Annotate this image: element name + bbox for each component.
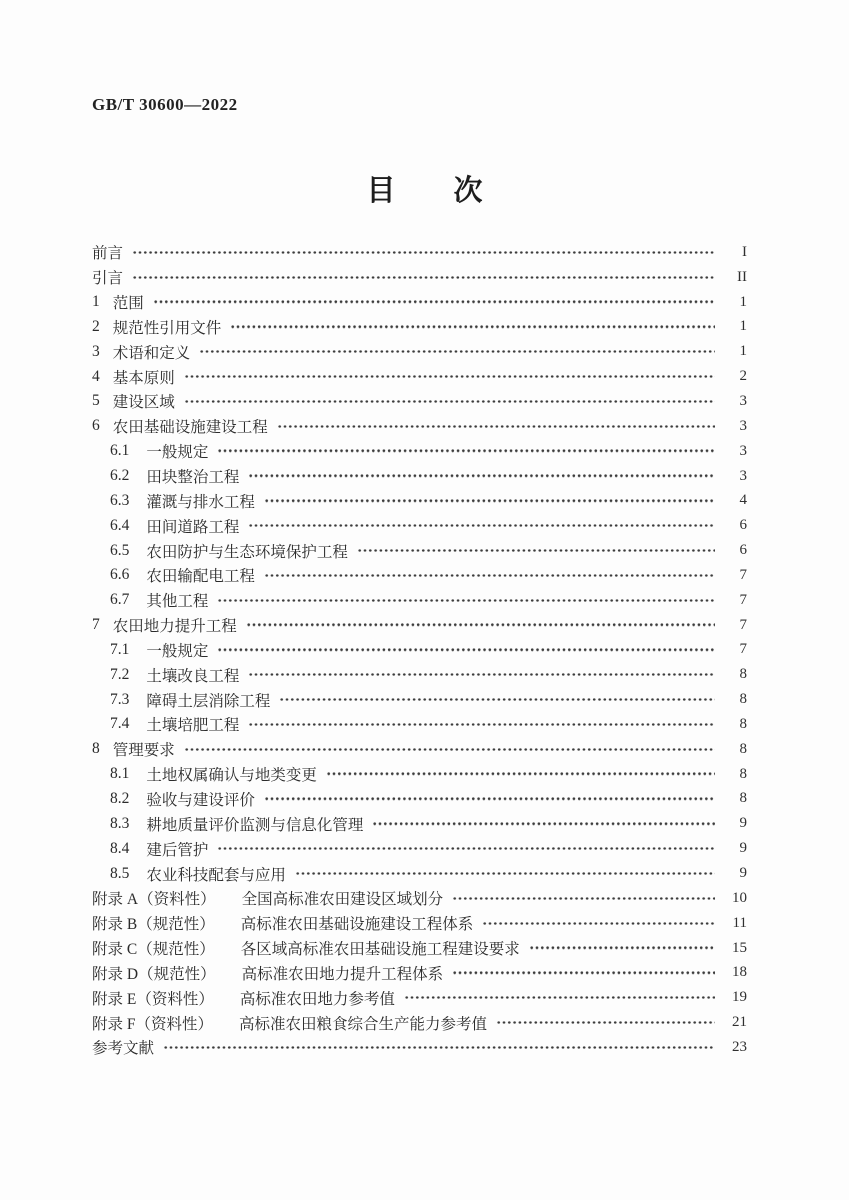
toc-entry (92, 389, 747, 414)
toc-entry (92, 1010, 747, 1035)
toc-entry-title: 全国高标准农田建设区域划分 (241, 891, 444, 909)
dot-leader (278, 425, 715, 428)
toc-entry-title: 验收与建设评价 (146, 791, 255, 809)
toc-entry (92, 265, 747, 290)
toc-entry-number: 3 (92, 342, 100, 360)
dot-leader (280, 698, 715, 701)
toc-entry-title: 引言 (92, 270, 124, 288)
toc-entry-number: 6.2 (110, 467, 130, 485)
toc-entry-title: 高标准农田地力提升工程体系 (241, 965, 444, 983)
toc-entry-title: 农业科技配套与应用 (146, 866, 286, 884)
toc-entry-page: 23 (732, 1038, 747, 1055)
toc-entry (92, 240, 747, 265)
toc-entry (92, 563, 747, 588)
toc-entry (92, 911, 747, 936)
toc-entry-number: 6 (92, 417, 100, 435)
dot-leader (358, 549, 715, 552)
toc-entry-page: 8 (739, 790, 747, 807)
dot-leader (185, 748, 715, 751)
toc-entry-title: 田间道路工程 (146, 518, 240, 536)
toc-entry-page: 8 (739, 765, 747, 782)
dot-leader (133, 251, 715, 254)
toc-entry-number: 7 (92, 616, 100, 634)
toc-entry (92, 886, 747, 911)
toc-entry (92, 315, 747, 340)
toc-entry-number: 6.6 (110, 566, 130, 584)
toc-entry-title: 田块整治工程 (146, 469, 240, 487)
toc-entry (92, 787, 747, 812)
toc-entry-title: 建设区域 (112, 394, 175, 412)
toc-entry (92, 414, 747, 439)
dot-leader (249, 524, 715, 527)
dot-leader (296, 872, 715, 875)
toc-entry-title: 各区域高标准农田基础设施工程建设要求 (240, 941, 520, 959)
dot-leader (247, 623, 715, 626)
toc-entry-page: 7 (739, 616, 747, 633)
toc-entry-page: 8 (739, 691, 747, 708)
toc-entry (92, 762, 747, 787)
toc-entry-page: 1 (739, 318, 747, 335)
toc-entry (92, 712, 747, 737)
dot-leader (265, 499, 715, 502)
toc-entry-page: 9 (739, 865, 747, 882)
toc-entry (92, 588, 747, 613)
page-title: 目 次 (366, 175, 483, 207)
toc-entry-page: 8 (739, 666, 747, 683)
dot-leader (218, 599, 715, 602)
toc-entry-page: 9 (739, 840, 747, 857)
toc-entry-title: 高标准农田地力参考值 (239, 990, 395, 1008)
toc-entry-number: 附录 E（资料性） (92, 990, 214, 1008)
toc-entry-number: 6.3 (110, 491, 130, 509)
toc-entry-page: 6 (739, 517, 747, 534)
toc-entry (92, 364, 747, 389)
dot-leader (185, 400, 715, 403)
toc-entry (92, 613, 747, 638)
toc-entry-number: 1 (92, 293, 100, 311)
toc-entry-page: 10 (732, 889, 747, 906)
toc-entry-page: 18 (732, 964, 747, 981)
toc-entry-title: 管理要求 (112, 742, 175, 760)
toc-entry-number: 附录 F（资料性） (92, 1015, 213, 1033)
toc-entry-title: 耕地质量评价监测与信息化管理 (146, 816, 364, 834)
toc-entry (92, 985, 747, 1010)
dot-leader (218, 449, 715, 452)
toc-entry (92, 513, 747, 538)
toc-entry-number: 附录 A（资料性） (92, 891, 216, 909)
toc-entry-number: 6.1 (110, 442, 130, 460)
dot-leader (164, 1046, 715, 1049)
toc-entry-number: 6.4 (110, 516, 130, 534)
toc-entry-title: 一般规定 (146, 642, 209, 660)
toc-entry-number: 附录 C（规范性） (92, 941, 215, 959)
standard-number: GB/T 30600—2022 (92, 95, 238, 114)
dot-leader (483, 922, 715, 925)
dot-leader (249, 723, 715, 726)
toc-entry (92, 811, 747, 836)
toc-entry (92, 936, 747, 961)
toc-entry-title: 规范性引用文件 (112, 319, 222, 337)
toc-entry-page: 8 (739, 740, 747, 757)
toc-entry (92, 960, 747, 985)
toc-entry (92, 538, 747, 563)
toc-entry-page: 4 (739, 492, 747, 509)
toc-entry-title: 前言 (92, 245, 124, 263)
toc-entry-page: 3 (739, 417, 747, 434)
toc-entry-title: 农田输配电工程 (146, 568, 255, 586)
dot-leader (453, 897, 715, 900)
toc-entry-page: 19 (732, 989, 747, 1006)
toc-entry-title: 土地权属确认与地类变更 (146, 767, 317, 785)
toc-entry-title: 范围 (112, 295, 144, 313)
toc-list (92, 240, 747, 1060)
dot-leader (185, 375, 715, 378)
toc-entry (92, 687, 747, 712)
toc-entry (92, 488, 747, 513)
toc-entry-page: II (737, 268, 747, 285)
toc-entry (92, 861, 747, 886)
dot-leader (265, 797, 715, 800)
toc-entry (92, 662, 747, 687)
toc-entry-number: 7.3 (110, 690, 130, 708)
dot-leader (249, 673, 715, 676)
dot-leader (231, 325, 715, 328)
dot-leader (218, 648, 715, 651)
toc-entry-number: 7.1 (110, 640, 130, 658)
toc-entry-page: 3 (739, 467, 747, 484)
toc-entry-number: 7.4 (110, 715, 130, 733)
dot-leader (133, 276, 715, 279)
toc-entry-number: 附录 D（规范性） (92, 965, 216, 983)
toc-entry-page: 8 (739, 715, 747, 732)
toc-entry-title: 高标准农田粮食综合生产能力参考值 (239, 1015, 488, 1033)
toc-entry-title: 一般规定 (146, 444, 209, 462)
toc-entry-page: 7 (739, 641, 747, 658)
toc-entry-page: 3 (739, 442, 747, 459)
toc-entry-number: 8.3 (110, 814, 130, 832)
toc-entry-page: 2 (739, 368, 747, 385)
dot-leader (265, 574, 715, 577)
toc-entry-number: 8 (92, 740, 100, 758)
dot-leader (327, 772, 715, 775)
toc-entry (92, 836, 747, 861)
toc-entry-title: 灌溉与排水工程 (146, 493, 255, 511)
toc-entry-title: 障碍土层消除工程 (146, 692, 271, 710)
toc-entry-number: 8.5 (110, 864, 130, 882)
toc-entry (92, 464, 747, 489)
toc-entry-page: 6 (739, 542, 747, 559)
toc-entry-number: 6.7 (110, 591, 130, 609)
toc-entry-title: 基本原则 (112, 369, 175, 387)
toc-entry (92, 1035, 747, 1060)
toc-entry-title: 参考文献 (92, 1040, 155, 1058)
toc-entry-number: 8.2 (110, 789, 130, 807)
toc-entry-number: 2 (92, 317, 100, 335)
toc-entry-page: I (742, 243, 747, 260)
toc-entry-title: 土壤培肥工程 (146, 717, 240, 735)
dot-leader (200, 350, 715, 353)
toc-entry-page: 3 (739, 392, 747, 409)
toc-entry-title: 其他工程 (146, 593, 209, 611)
dot-leader (373, 822, 715, 825)
toc-entry-number: 8.1 (110, 765, 130, 783)
toc-entry-title: 农田地力提升工程 (112, 618, 237, 636)
toc-entry-title: 高标准农田基础设施建设工程体系 (240, 916, 474, 934)
toc-entry (92, 439, 747, 464)
toc-entry (92, 290, 747, 315)
toc-entry-page: 11 (732, 914, 747, 931)
dot-leader (497, 1021, 715, 1024)
toc-entry-page: 9 (739, 815, 747, 832)
toc-entry-page: 7 (739, 566, 747, 583)
toc-entry-title: 农田基础设施建设工程 (112, 419, 268, 437)
dot-leader (453, 971, 715, 974)
toc-entry-page: 1 (739, 343, 747, 360)
toc-entry-page: 15 (732, 939, 747, 956)
toc-entry-number: 附录 B（规范性） (92, 916, 215, 934)
toc-entry-title: 农田防护与生态环境保护工程 (146, 543, 348, 561)
toc-entry-page: 1 (739, 293, 747, 310)
toc-entry-page: 7 (739, 591, 747, 608)
dot-leader (218, 847, 715, 850)
toc-entry (92, 737, 747, 762)
dot-leader (530, 946, 715, 949)
dot-leader (405, 996, 715, 999)
toc-entry-title: 建后管护 (146, 841, 209, 859)
toc-entry (92, 339, 747, 364)
toc-entry-page: 21 (732, 1014, 747, 1031)
toc-entry-number: 8.4 (110, 839, 130, 857)
toc-entry-title: 土壤改良工程 (146, 667, 240, 685)
toc-entry-number: 4 (92, 367, 100, 385)
toc-entry-title: 术语和定义 (112, 344, 191, 362)
dot-leader (249, 474, 715, 477)
dot-leader (154, 300, 715, 303)
toc-entry-number: 6.5 (110, 541, 130, 559)
toc-entry-number: 5 (92, 392, 100, 410)
toc-entry-number: 7.2 (110, 665, 130, 683)
toc-entry (92, 638, 747, 663)
